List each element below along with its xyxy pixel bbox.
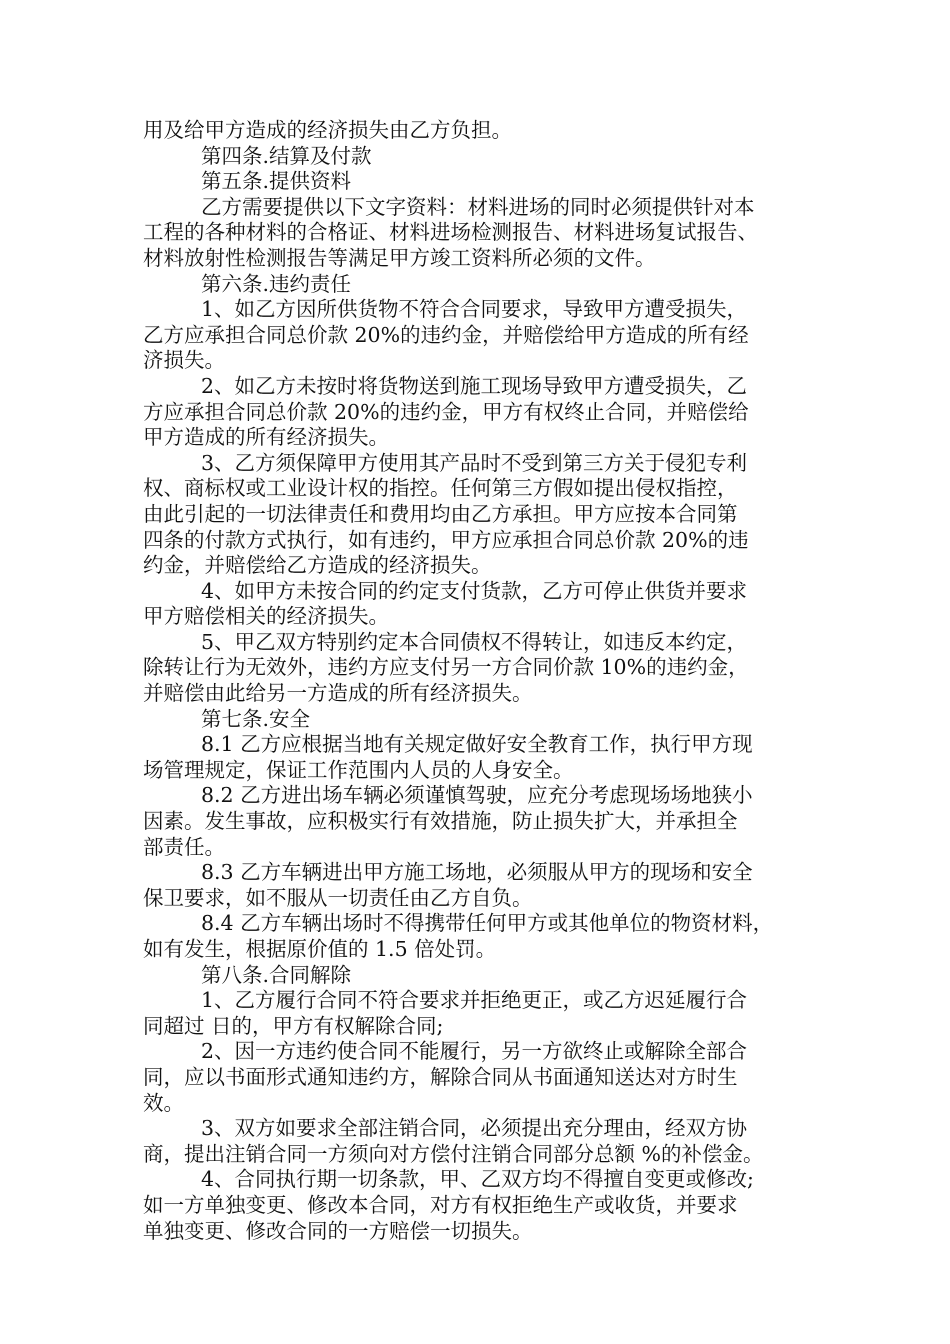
text-line: 并赔偿由此给另一方造成的所有经济损失。 (143, 681, 533, 706)
text-line: 约金，并赔偿给乙方造成的经济损失。 (143, 553, 492, 578)
text-line: 济损失。 (143, 348, 225, 373)
text-line: 8.3 乙方车辆进出甲方施工场地，必须服从甲方的现场和安全 (201, 860, 753, 885)
text-line: 乙方应承担合同总价款 20%的违约金，并赔偿给甲方造成的所有经 (143, 322, 749, 347)
text-line: 商，提出注销合同一方须向对方偿付注销合同部分总额 %的补偿金。 (143, 1141, 764, 1166)
text-line: 8.1 乙方应根据当地有关规定做好安全教育工作，执行甲方现 (201, 732, 753, 757)
text-line: 8.2 乙方进出场车辆必须谨慎驾驶，应充分考虑现场场地狭小 (201, 783, 753, 808)
text-line: 四条的付款方式执行，如有违约，甲方应承担合同总价款 20%的违 (143, 527, 749, 552)
text-line: 乙方需要提供以下文字资料：材料进场的同时必须提供针对本 (201, 194, 755, 219)
text-line: 单独变更、修改合同的一方赔偿一切损失。 (143, 1218, 533, 1243)
text-line: 4、合同执行期一切条款，甲、乙双方均不得擅自变更或修改; (201, 1167, 754, 1192)
text-line: 第六条.违约责任 (201, 271, 352, 296)
text-line: 材料放射性检测报告等满足甲方竣工资料所必须的文件。 (143, 245, 656, 270)
text-line: 第五条.提供资料 (201, 169, 352, 194)
text-line: 如有发生，根据原价值的 1.5 倍处罚。 (143, 937, 497, 961)
text-line: 工程的各种材料的合格证、材料进场检测报告、材料进场复试报告、 (143, 220, 758, 245)
text-line: 同超过 日的，甲方有权解除合同; (143, 1013, 444, 1038)
text-line: 因素。发生事故，应积极实行有效措施，防止损失扩大，并承担全 (143, 809, 738, 834)
text-line: 效。 (143, 1090, 184, 1115)
text-line: 1、乙方履行合同不符合要求并拒绝更正，或乙方迟延履行合 (201, 988, 748, 1013)
text-line: 保卫要求，如不服从一切责任由乙方自负。 (143, 885, 533, 910)
text-line: 用及给甲方造成的经济损失由乙方负担。 (143, 118, 512, 142)
text-line: 4、如甲方未按合同的约定支付货款，乙方可停止供货并要求 (201, 578, 748, 603)
text-line: 甲方造成的所有经济损失。 (143, 425, 389, 450)
text-line: 2、如乙方未按时将货物送到施工现场导致甲方遭受损失，乙 (201, 373, 748, 398)
text-line: 5、甲乙双方特别约定本合同债权不得转让，如违反本约定， (201, 629, 748, 654)
text-line: 第七条.安全 (201, 706, 311, 731)
text-line: 第四条.结算及付款 (201, 143, 372, 168)
text-line: 权、商标权或工业设计权的指控。任何第三方假如提出侵权指控， (143, 476, 738, 501)
text-line: 3、乙方须保障甲方使用其产品时不受到第三方关于侵犯专利 (201, 450, 748, 475)
text-line: 除转让行为无效外，违约方应支付另一方合同价款 10%的违约金， (143, 655, 749, 680)
text-line: 3、双方如要求全部注销合同，必须提出充分理由，经双方协 (201, 1116, 748, 1141)
text-line: 场管理规定，保证工作范围内人员的人身安全。 (143, 757, 574, 782)
text-line: 8.4 乙方车辆出场时不得携带任何甲方或其他单位的物资材料， (201, 911, 774, 936)
text-line: 部责任。 (143, 834, 225, 859)
text-line: 甲方赔偿相关的经济损失。 (143, 604, 389, 629)
text-line: 1、如乙方因所供货物不符合合同要求，导致甲方遭受损失， (201, 297, 748, 322)
text-line: 如一方单独变更、修改本合同，对方有权拒绝生产或收货，并要求 (143, 1192, 738, 1217)
text-line: 同，应以书面形式通知违约方，解除合同从书面通知送达对方时生 (143, 1064, 738, 1089)
text-line: 方应承担合同总价款 20%的违约金，甲方有权终止合同，并赔偿给 (143, 399, 749, 424)
document-page (143, 118, 813, 1244)
text-line: 2、因一方违约使合同不能履行，另一方欲终止或解除全部合 (201, 1039, 748, 1064)
text-line: 第八条.合同解除 (201, 962, 352, 987)
text-line: 由此引起的一切法律责任和费用均由乙方承担。甲方应按本合同第 (143, 501, 738, 526)
